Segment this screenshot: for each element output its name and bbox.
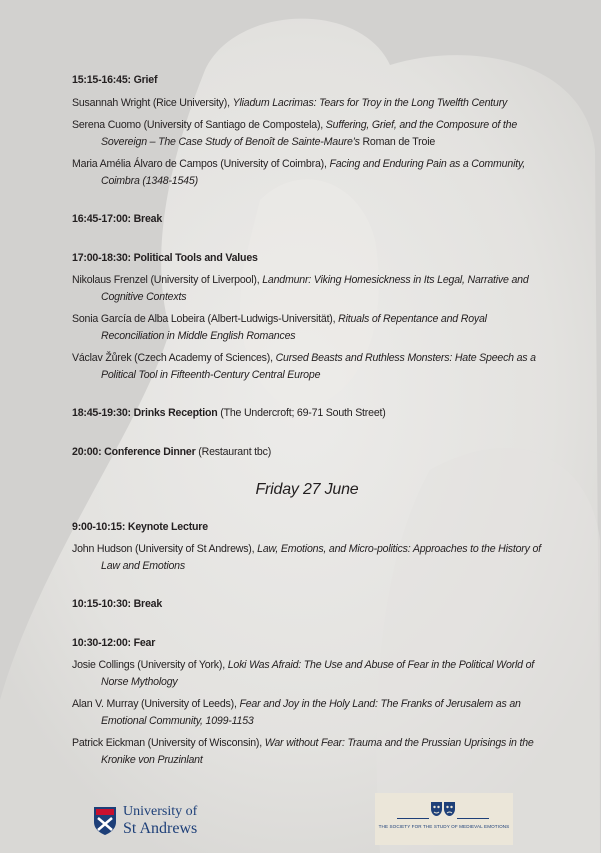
divider: [397, 818, 429, 819]
session-title-keynote: 9:00-10:15: Keynote Lecture: [72, 520, 208, 533]
session-title-fear: 10:30-12:00: Fear: [72, 636, 156, 649]
talk-entry: Patrick Eickman (University of Wisconsin), War without Fear: Trauma and the Prussian Uprisings in the Kronike von Pruzinlant: [72, 737, 534, 766]
break-line: 16:45-17:00: Break: [72, 213, 163, 225]
talk-entry: Sonia García de Alba Lobeira (Albert-Ludwigs-Universität), Rituals of Repentance and Royal Reconciliation in Middle English Romances: [72, 313, 487, 342]
talk-entry: Susannah Wright (Rice University), Yliadum Lacrimas: Tears for Troy in the Long Twelfth Century: [72, 96, 508, 109]
shield-crest-icon: [93, 806, 117, 836]
session-title-political: 17:00-18:30: Political Tools and Values: [72, 251, 258, 264]
conference-dinner: 20:00: Conference Dinner (Restaurant tbc): [72, 445, 272, 458]
talk-entry: Václav Žůrek (Czech Academy of Sciences), Cursed Beasts and Ruthless Monsters: Hate Speech as a Political Tool in Fifteenth-Century Central Europe: [72, 352, 536, 381]
theatre-masks-icon: [430, 801, 456, 817]
program-content: [72, 72, 542, 774]
society-logo: [375, 793, 513, 845]
talk-entry: John Hudson (University of St Andrews), Law, Emotions, and Micro-politics: Approaches to the History of Law and Emotions: [72, 543, 541, 572]
divider: [457, 818, 489, 819]
day-heading: Friday 27 June: [255, 481, 359, 498]
society-name: THE SOCIETY FOR THE STUDY OF MEDIEVAL EMOTIONS: [378, 824, 510, 829]
university-logo: [93, 804, 223, 840]
break-line: 10:15-10:30: Break: [72, 598, 163, 610]
talk-entry: Serena Cuomo (University of Santiago de Compostela), Suffering, Grief, and the Composure of the Sovereign – The Case Study of Benoît de Sainte-Maure’s Roman de Troie: [72, 119, 518, 148]
session-title-grief: 15:15-16:45: Grief: [72, 74, 158, 86]
talk-entry: Josie Collings (University of York), Loki Was Afraid: The Use and Abuse of Fear in the Political World of Norse Mythology: [72, 659, 535, 688]
drinks-reception: 18:45-19:30: Drinks Reception (The Undercroft; 69-71 South Street): [72, 407, 386, 419]
talk-entry: Alan V. Murray (University of Leeds), Fear and Joy in the Holy Land: The Franks of Jerusalem as an Emotional Community, 1099-1153: [72, 698, 521, 727]
talk-entry: Nikolaus Frenzel (University of Liverpool), Landmunr: Viking Homesickness in Its Legal, Narrative and Cognitive Contexts: [72, 274, 529, 303]
university-name-line1: University of: [123, 804, 198, 819]
footer: [0, 790, 601, 853]
talk-entry: Maria Amélia Álvaro de Campos (University of Coimbra), Facing and Enduring Pain as a Community, Coimbra (1348-1545): [72, 158, 526, 187]
university-name-line2: St Andrews: [123, 820, 198, 837]
